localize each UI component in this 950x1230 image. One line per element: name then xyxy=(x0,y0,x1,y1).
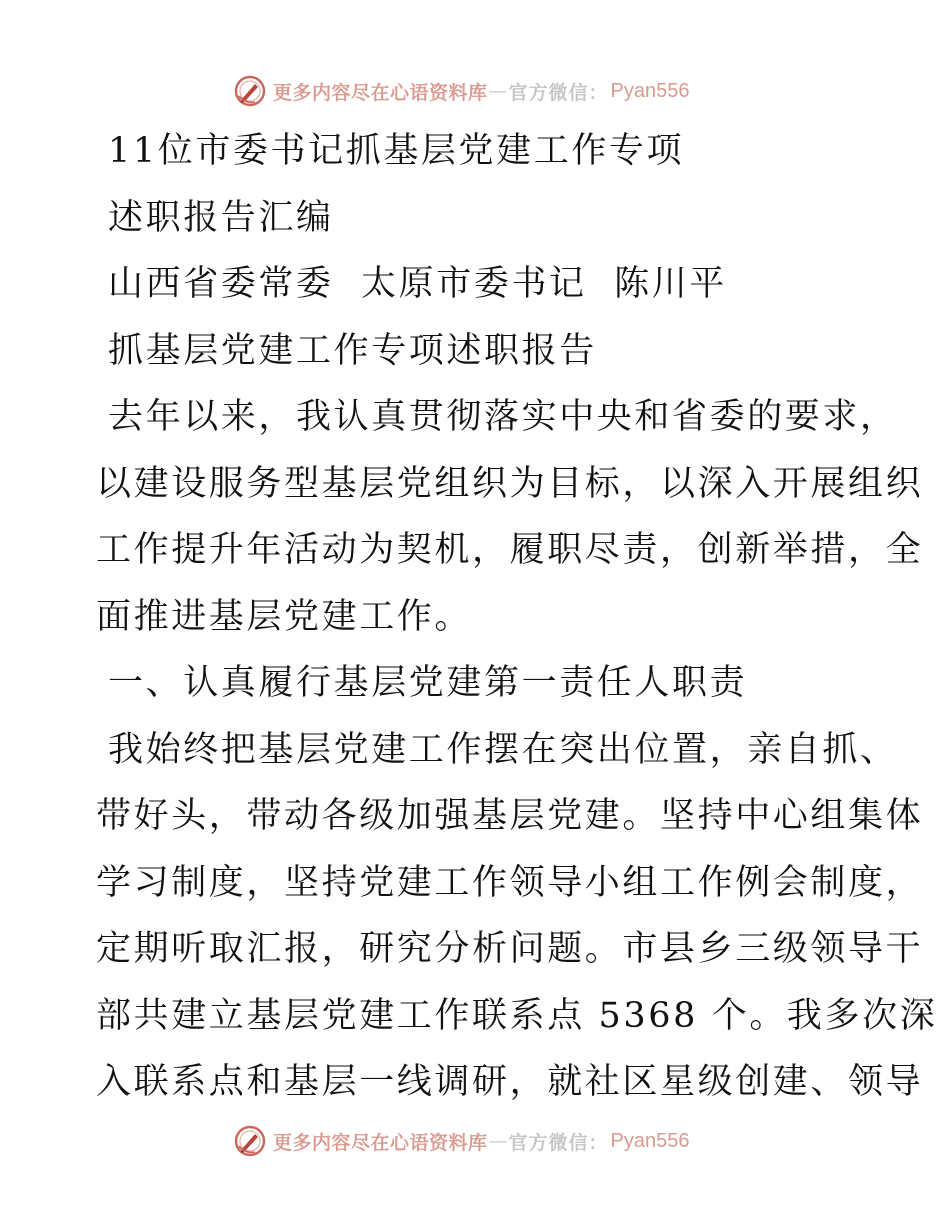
document-title-line-2: 述职报告汇编 xyxy=(108,197,334,238)
watermark-label: 官方微信： xyxy=(508,81,609,104)
watermark-dash: — xyxy=(488,1130,508,1152)
intro-line: 面推进基层党建工作。 xyxy=(96,596,473,637)
watermark-text: 更多内容尽在心语资料库 xyxy=(273,81,488,104)
section-1-paragraph xyxy=(96,717,938,1116)
intro-paragraph xyxy=(96,384,924,650)
pen-logo-icon xyxy=(233,1124,267,1158)
watermark-footer xyxy=(233,1124,690,1158)
pen-logo-icon xyxy=(233,74,267,108)
document-title-line-1: 11位市委书记抓基层党建工作专项 xyxy=(108,131,685,171)
intro-line: 以建设服务型基层党组织为目标，以深入开展组织 xyxy=(96,463,924,504)
watermark-dash: — xyxy=(488,80,508,102)
section-1-heading: 一、认真履行基层党建第一责任人职责 xyxy=(108,663,748,703)
section-1-line: 学习制度，坚持党建工作领导小组工作例会制度， xyxy=(96,862,924,903)
section-1-line: 部共建立基层党建工作联系点 5368 个。我多次深 xyxy=(96,995,938,1036)
watermark-id: Pyan556 xyxy=(610,79,690,102)
section-1-line: 定期听取汇报，研究分析问题。市县乡三级领导干 xyxy=(96,929,924,969)
author-line: 山西省委常委 太原市委书记 陈川平 xyxy=(108,264,727,304)
watermark-text: 更多内容尽在心语资料库 xyxy=(273,1131,488,1154)
section-1-line: 入联系点和基层一线调研，就社区星级创建、领导 xyxy=(96,1062,924,1102)
intro-line: 工作提升年活动为契机，履职尽责，创新举措，全 xyxy=(96,530,924,570)
intro-line: 去年以来，我认真贯彻落实中央和省委的要求， xyxy=(108,397,898,437)
section-1-line: 带好头，带动各级加强基层党建。坚持中心组集体 xyxy=(96,796,924,836)
watermark-label: 官方微信： xyxy=(508,1131,609,1154)
watermark-id: Pyan556 xyxy=(610,1129,690,1152)
report-subtitle: 抓基层党建工作专项述职报告 xyxy=(108,330,597,371)
document-body xyxy=(96,118,938,1116)
section-1-line: 我始终把基层党建工作摆在突出位置，亲自抓、 xyxy=(108,729,898,770)
watermark-header xyxy=(233,74,690,108)
